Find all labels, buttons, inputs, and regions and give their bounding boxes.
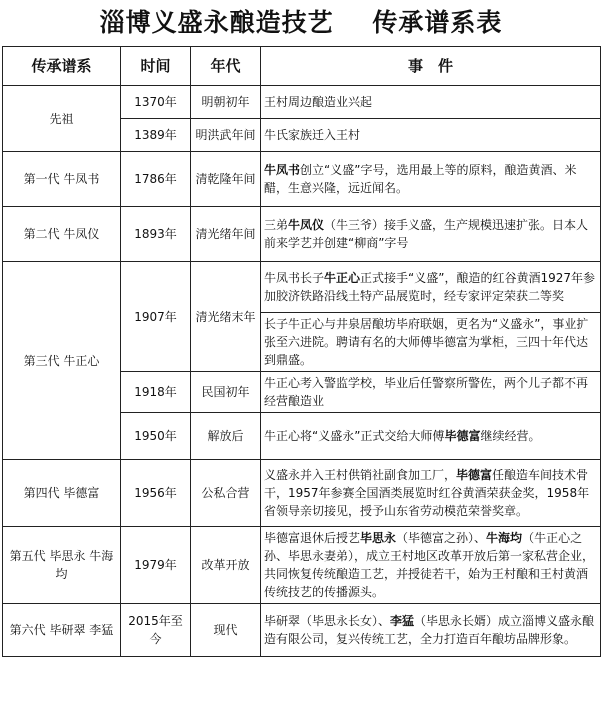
event-text: 牛正心将“义盛永”正式交给大师傅 xyxy=(264,429,445,443)
era-cell: 清光绪末年 xyxy=(191,262,261,372)
generation-6: 第六代 毕研翠 李猛 xyxy=(3,604,121,657)
event-text: 义盛永并入王村供销社副食加工厂， xyxy=(264,468,457,482)
year-cell: 1956年 xyxy=(121,460,191,527)
event-person-name: 牛海均 xyxy=(486,531,523,545)
table-row xyxy=(3,207,601,262)
event-cell: 长子牛正心与井泉居酿坊毕府联姻，更名为“义盛永”，事业扩张至六进院。聘请有名的大师傅毕德富为掌柜，三四十年代达到鼎盛。 xyxy=(261,313,601,372)
event-person-name: 牛正心 xyxy=(324,271,361,285)
event-cell xyxy=(261,413,601,460)
event-person-name: 牛凤书 xyxy=(264,163,301,177)
era-cell: 民国初年 xyxy=(191,372,261,413)
table-row xyxy=(3,604,601,657)
header-event: 事 件 xyxy=(261,47,601,86)
event-text: 三弟 xyxy=(264,218,289,232)
event-cell xyxy=(261,604,601,657)
page-title: 淄博义盛永酿造技艺 传承谱系表 xyxy=(99,8,503,37)
year-cell: 1907年 xyxy=(121,262,191,372)
era-cell: 公私合营 xyxy=(191,460,261,527)
year-cell: 1786年 xyxy=(121,152,191,207)
event-cell xyxy=(261,262,601,313)
year-cell: 2015年至今 xyxy=(121,604,191,657)
event-text: （毕思永长婿）成立淄博义盛永酿造有限公司，复兴传统工艺，全力打造百年酿坊品牌形象。 xyxy=(264,614,595,646)
event-text: 毕研翠（毕思永长女）、 xyxy=(264,614,391,628)
event-person-name: 李猛 xyxy=(390,614,415,628)
event-text: 牛凤书长子 xyxy=(264,271,325,285)
generation-ancestor: 先祖 xyxy=(3,86,121,152)
era-cell: 解放后 xyxy=(191,413,261,460)
header-lineage: 传承谱系 xyxy=(3,47,121,86)
generation-2: 第二代 牛凤仪 xyxy=(3,207,121,262)
generation-5: 第五代 毕思永 牛海均 xyxy=(3,527,121,604)
year-cell: 1370年 xyxy=(121,86,191,119)
generation-3: 第三代 牛正心 xyxy=(3,262,121,460)
event-person-name: 毕德富 xyxy=(444,429,481,443)
table-row xyxy=(3,527,601,604)
year-cell: 1918年 xyxy=(121,372,191,413)
header-time: 时间 xyxy=(121,47,191,86)
event-text: 任酿造车间技术骨干，1957年参赛全国酒类展览时红谷黄酒荣获金奖，1958年省领导亲切接见，授予山东省劳动模范荣誉奖章。 xyxy=(264,468,590,518)
generation-1: 第一代 牛凤书 xyxy=(3,152,121,207)
event-text: （牛三爷）接手义盛，生产规模迅速扩张。日本人前来学艺并创建“柳商”字号 xyxy=(264,218,589,250)
event-person-name: 毕德富 xyxy=(456,468,493,482)
event-text: 正式接手“义盛”，酿造的红谷黄酒1927年参加胶济铁路沿线土特产品展览时，经专家评定荣获二等奖 xyxy=(264,271,596,303)
era-cell: 现代 xyxy=(191,604,261,657)
event-cell xyxy=(261,207,601,262)
event-cell xyxy=(261,527,601,604)
era-cell: 明朝初年 xyxy=(191,86,261,119)
year-cell: 1950年 xyxy=(121,413,191,460)
table-row xyxy=(3,86,601,119)
header-row xyxy=(3,47,601,86)
year-cell: 1893年 xyxy=(121,207,191,262)
event-cell xyxy=(261,460,601,527)
year-cell: 1979年 xyxy=(121,527,191,604)
event-cell: 王村周边酿造业兴起 xyxy=(261,86,601,119)
event-cell xyxy=(261,152,601,207)
generation-4: 第四代 毕德富 xyxy=(3,460,121,527)
event-text: （毕德富之孙）、 xyxy=(396,531,487,545)
event-text: 继续经营。 xyxy=(480,429,541,443)
table-row xyxy=(3,460,601,527)
era-cell: 清光绪年间 xyxy=(191,207,261,262)
event-person-name: 牛凤仪 xyxy=(288,218,325,232)
lineage-table xyxy=(2,46,601,657)
event-text: 创立“义盛”字号，选用最上等的原料，酿造黄酒、米醋，生意兴隆，远近闻名。 xyxy=(264,163,577,195)
event-cell: 牛正心考入警监学校，毕业后任警察所警佐，两个儿子都不再经营酿造业 xyxy=(261,372,601,413)
header-era: 年代 xyxy=(191,47,261,86)
event-person-name: 毕思永 xyxy=(360,531,397,545)
event-text: 毕德富退休后授艺 xyxy=(264,531,361,545)
table-row xyxy=(3,262,601,313)
era-cell: 明洪武年间 xyxy=(191,119,261,152)
era-cell: 清乾隆年间 xyxy=(191,152,261,207)
event-cell: 牛氏家族迁入王村 xyxy=(261,119,601,152)
era-cell: 改革开放 xyxy=(191,527,261,604)
year-cell: 1389年 xyxy=(121,119,191,152)
event-text: （牛正心之孙、毕思永妻弟），成立王村地区改革开放后第一家私营企业，共同恢复传统酿造工艺，并授徒若干，始为王村酿和王村黄酒传统技艺的传播源头。 xyxy=(264,531,595,599)
table-row xyxy=(3,152,601,207)
